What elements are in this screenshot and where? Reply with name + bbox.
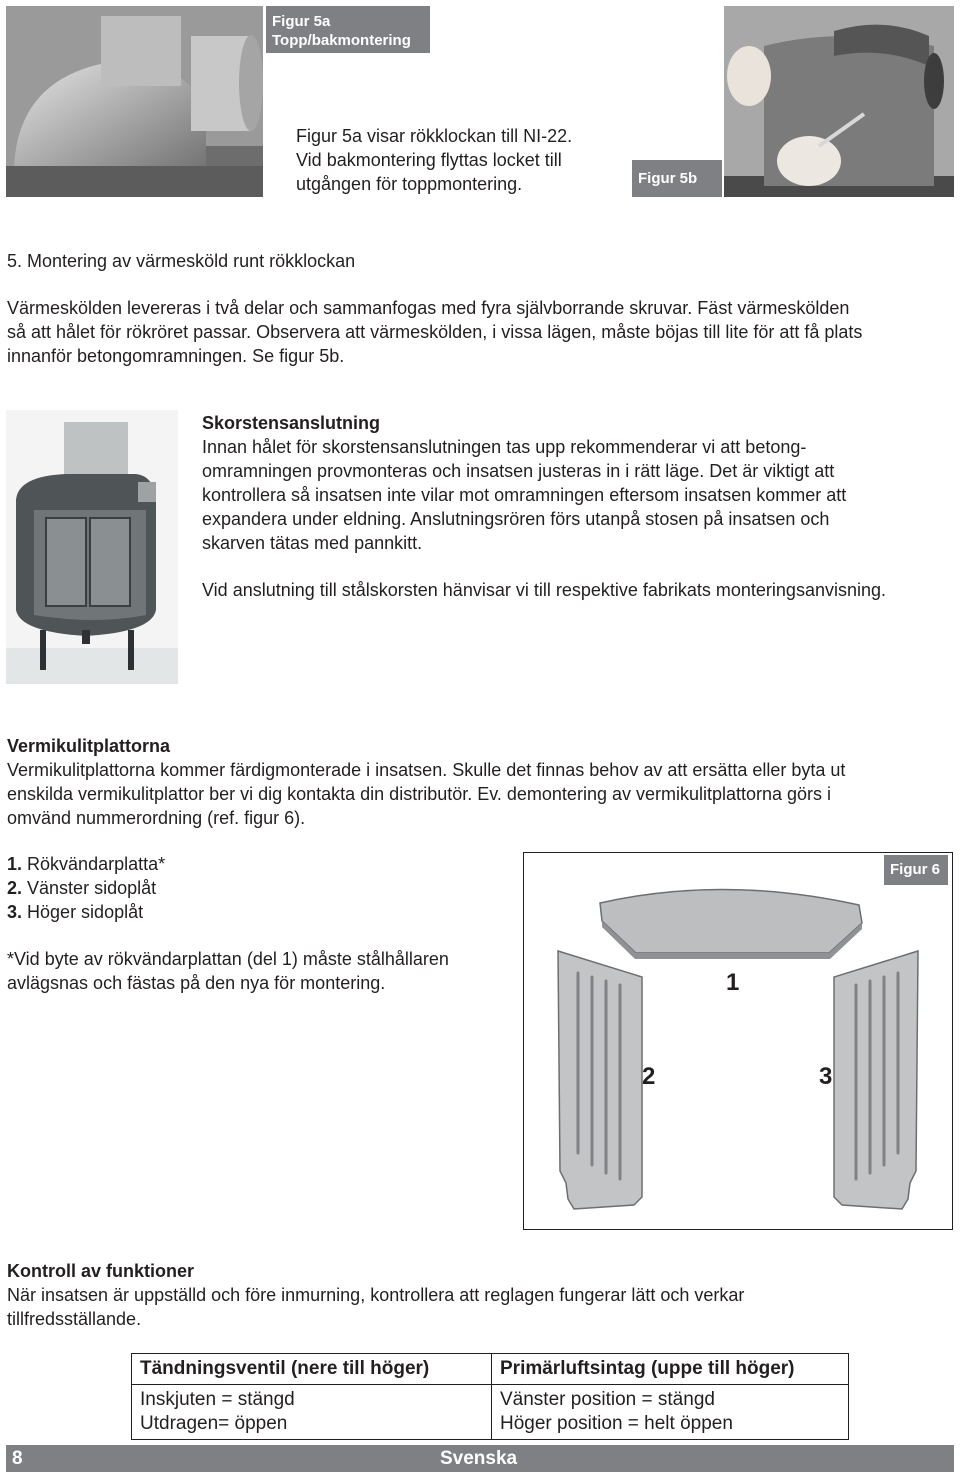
body-line: så att hålet för rökröret passar. Observera att värmeskölden, i vissa lägen, måste böjas till lite för att få plats bbox=[7, 322, 863, 342]
section5-body bbox=[7, 296, 957, 368]
body-line: tillfredsställande. bbox=[7, 1309, 142, 1329]
parts-list bbox=[7, 852, 507, 924]
control-heading: Kontroll av funktioner bbox=[7, 1261, 195, 1281]
cell-line: Inskjuten = stängd bbox=[140, 1389, 295, 1410]
body-line: Innan hålet för skorstensanslutningen tas upp rekommenderar vi att betong- bbox=[202, 437, 807, 457]
figure-6-drawing bbox=[524, 853, 951, 1228]
body-line: När insatsen är uppställd och före inmurning, kontrollera att reglagen fungerar lätt och verkar bbox=[7, 1285, 745, 1305]
table-header: Primärluftsintag (uppe till höger) bbox=[492, 1354, 849, 1385]
part-name: Vänster sidoplåt bbox=[27, 878, 157, 898]
footnote-line: avlägsnas och fästas på den nya för montering. bbox=[7, 973, 386, 993]
footnote-line: *Vid byte av rökvändarplattan (del 1) måste stålhållaren bbox=[7, 949, 449, 969]
figure-5b-label-text: Figur 5b bbox=[638, 170, 698, 187]
table-cell bbox=[132, 1385, 492, 1440]
control-table bbox=[131, 1353, 849, 1440]
chimney-section bbox=[202, 411, 958, 602]
callout-3: 3 bbox=[819, 1063, 833, 1090]
steel-chimney-note: Vid anslutning till stålskorsten hänvisar vi till respektive fabrikats monteringsanvisning. bbox=[202, 580, 886, 600]
body-line: enskilda vermikulitplattor ber vi dig kontakta din distributör. Ev. demontering av vermikulitplattorna görs i bbox=[7, 784, 832, 804]
part-number: 3. bbox=[7, 902, 23, 922]
part-name: Höger sidoplåt bbox=[27, 902, 144, 922]
body-line: Värmeskölden levereras i två delar och sammanfogas med fyra självborrande skruvar. Fäst värmeskölden bbox=[7, 298, 850, 318]
cell-line: Höger position = helt öppen bbox=[500, 1413, 733, 1434]
page-number: 8 bbox=[12, 1448, 23, 1469]
figure-5a-label bbox=[266, 6, 430, 53]
caption-line: utgången för toppmontering. bbox=[296, 174, 523, 194]
table-header: Tändningsventil (nere till höger) bbox=[132, 1354, 492, 1385]
stove-photo bbox=[6, 410, 178, 684]
figure-5a-label-line1: Figur 5a bbox=[272, 13, 331, 30]
vermiculite-heading: Vermikulitplattorna bbox=[7, 736, 171, 756]
list-item bbox=[7, 900, 507, 924]
table-cell bbox=[492, 1385, 849, 1440]
cell-line: Vänster position = stängd bbox=[500, 1389, 715, 1410]
list-item bbox=[7, 876, 507, 900]
control-section bbox=[7, 1259, 957, 1331]
caption-line: Vid bakmontering flyttas locket till bbox=[296, 150, 562, 170]
cell-line: Utdragen= öppen bbox=[140, 1413, 288, 1434]
part-number: 1. bbox=[7, 854, 23, 874]
table-row bbox=[132, 1385, 849, 1440]
callout-1: 1 bbox=[726, 969, 740, 996]
list-item bbox=[7, 852, 507, 876]
body-line: kontrollera så insatsen inte vilar mot omramningen eftersom insatsen kommer att bbox=[202, 485, 847, 505]
figure-5b-photo bbox=[724, 6, 954, 197]
body-line: omvänd nummerordning (ref. figur 6). bbox=[7, 808, 306, 828]
body-line: innanför betongomramningen. Se figur 5b. bbox=[7, 346, 345, 366]
figure-5b-label bbox=[632, 160, 722, 197]
caption-line: Figur 5a visar rökklockan till NI-22. bbox=[296, 126, 573, 146]
body-line: expandera under eldning. Anslutningsrören förs utanpå stosen på insatsen och bbox=[202, 509, 830, 529]
vermiculite-section bbox=[7, 734, 957, 830]
body-line: omramningen provmonteras och insatsen justeras in i rätt läge. Det är viktigt att bbox=[202, 461, 835, 481]
figure-5a-label-line2: Topp/bakmontering bbox=[272, 32, 411, 49]
part-number: 2. bbox=[7, 878, 23, 898]
footer-language: Svenska bbox=[440, 1448, 518, 1469]
body-line: Vermikulitplattorna kommer färdigmonterade i insatsen. Skulle det finnas behov av att ersätta eller byta ut bbox=[7, 760, 846, 780]
figure-6-frame bbox=[523, 852, 953, 1230]
section5-heading: 5. Montering av värmesköld runt rökklockan bbox=[7, 251, 356, 271]
part-name: Rökvändarplatta* bbox=[27, 854, 166, 874]
vermiculite-footnote bbox=[7, 947, 517, 995]
figure-6-label-text: Figur 6 bbox=[890, 861, 941, 878]
figure-6-label bbox=[884, 855, 948, 885]
chimney-heading: Skorstensanslutning bbox=[202, 413, 381, 433]
body-line: skarven tätas med pannkitt. bbox=[202, 533, 423, 553]
figure-5a-caption bbox=[296, 124, 626, 196]
callout-2: 2 bbox=[642, 1063, 656, 1090]
page-footer bbox=[6, 1445, 954, 1472]
table-header-row bbox=[132, 1354, 849, 1385]
figure-5a-photo bbox=[6, 6, 263, 197]
